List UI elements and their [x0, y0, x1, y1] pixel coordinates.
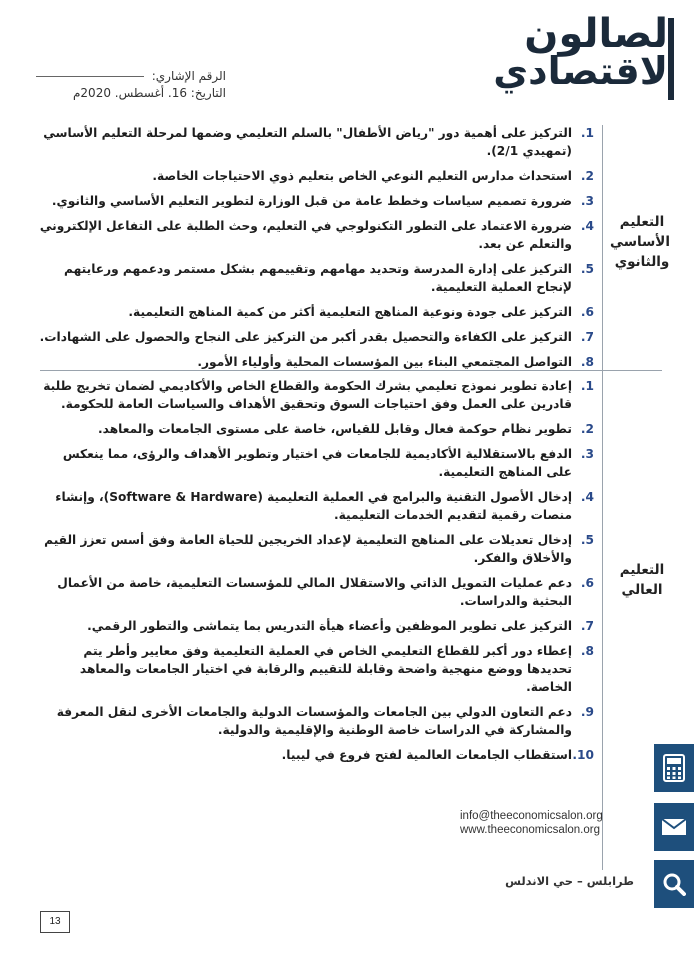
item-number: 7.: [580, 619, 594, 633]
item-number: 10.: [572, 748, 594, 762]
item-text: الدفع بالاستقلالية الأكاديمية للجامعات في اختيار وتطوير الأهداف والرؤى، مما ينعكس على المناهج التعليمية.: [62, 447, 572, 479]
envelope-icon: [661, 818, 687, 836]
website-link[interactable]: www.theeconomicsalon.org: [460, 824, 600, 836]
item-number: 8.: [580, 644, 594, 658]
item-text: إدخال تعديلات على المناهج التعليمية لإعداد الخريجين للحياة العامة وفق أسس تعزز القيم والأخلاق والفكر.: [44, 533, 572, 565]
item-number: 5.: [580, 262, 594, 276]
list-item: [39, 167, 594, 185]
item-text: التركيز على تطوير الموظفين وأعضاء هيأة التدريس بما يتماشى والتطور الرقمي.: [87, 619, 572, 633]
item-text: التواصل المجتمعي البناء بين المؤسسات المحلية وأولياء الأمور.: [197, 355, 572, 369]
search-icon-tab[interactable]: [654, 860, 694, 908]
item-number: 2.: [580, 422, 594, 436]
basic-education-list: [39, 124, 594, 378]
logo: [493, 11, 668, 93]
item-number: 3.: [580, 447, 594, 461]
reference-blank-line: [36, 76, 144, 77]
list-item: [39, 124, 594, 160]
item-number: 5.: [580, 533, 594, 547]
page-number: 13: [40, 911, 70, 933]
reference-row: [26, 68, 226, 85]
list-item: [39, 353, 594, 371]
item-number: 1.: [580, 126, 594, 140]
calculator-icon: [663, 754, 685, 782]
date-label: التاريخ:: [190, 86, 226, 100]
list-item: [39, 328, 594, 346]
item-text: التركيز على الكفاءة والتحصيل بقدر أكبر من التركيز على النجاح والحصول على الشهادات.: [39, 330, 572, 344]
item-number: 1.: [580, 379, 594, 393]
contact-block: [460, 809, 640, 837]
item-text: التركيز على إدارة المدرسة وتحديد مهامهم وتقييمهم بشكل مستمر ودعمهم ورعايتهم لإنجاح العملية التعليمية.: [64, 262, 572, 294]
item-number: 4.: [580, 490, 594, 504]
calculator-icon-tab[interactable]: [654, 744, 694, 792]
address: طرابلس – حي الاندلس: [505, 874, 634, 888]
item-text: إعادة تطوير نموذج تعليمي بشرك الحكومة والقطاع الخاص والأكاديمي لضمان تخريج طلبة قادرين على العمل وفق احتياجات السوق وتحقيق الأهداف والسياسات العامة للحكومة.: [43, 379, 572, 411]
list-item: [39, 217, 594, 253]
item-text: تطوير نظام حوكمة فعال وقابل للقياس، خاصة على مستوى الجامعات والمعاهد.: [98, 422, 572, 436]
list-item: [39, 420, 594, 438]
item-text: التركيز على جودة ونوعية المناهج التعليمية أكثر من كمية المناهج التعليمية.: [128, 305, 572, 319]
item-text: التركيز على أهمية دور "رياض الأطفال" بالسلم التعليمي وضمها لمرحلة التعليم الأساسي (تمهيدي 2/1).: [43, 126, 572, 158]
search-icon: [662, 872, 686, 896]
date-value: 16. أغسطس. 2020م: [72, 86, 187, 100]
list-item: [39, 531, 594, 567]
item-number: 6.: [580, 305, 594, 319]
item-text: ضرورة الاعتماد على التطور التكنولوجي في التعليم، وحث الطلبة على التفاعل الإلكتروني والتعلم عن بعد.: [39, 219, 572, 251]
item-text: دعم عمليات التمويل الذاتي والاستقلال المالي للمؤسسات التعليمية، خاصة من الأعمال البحثية والدراسات.: [57, 576, 572, 608]
item-text: استحداث مدارس التعليم النوعي الخاص بتعليم ذوي الاحتياجات الخاصة.: [152, 169, 572, 183]
reference-label: الرقم الإشاري:: [151, 69, 226, 83]
item-text: دعم التعاون الدولي بين الجامعات والمؤسسات الدولية والجامعات الأخرى لنقل المعرفة والمشاركة في الدراسات خاصة الوطنية والإقليمية والدولية.: [56, 705, 572, 737]
list-item: [39, 703, 594, 739]
list-item: [39, 192, 594, 210]
logo-line1: لصالون: [524, 11, 668, 57]
item-number: 3.: [580, 194, 594, 208]
higher-education-list: [39, 377, 594, 771]
list-item: [39, 746, 594, 764]
logo-line2: لاقتصادي: [493, 49, 668, 93]
list-item: [39, 617, 594, 635]
column-divider: [602, 125, 603, 870]
item-text: ضرورة تصميم سياسات وخطط عامة من قبل الوزارة لتطوير التعليم الأساسي والثانوي.: [51, 194, 572, 208]
section-label-basic: التعليم الأساسي والثانوي: [610, 214, 670, 270]
list-item: [39, 488, 594, 524]
list-item: [39, 642, 594, 696]
list-item: [39, 574, 594, 610]
item-number: 6.: [580, 576, 594, 590]
item-number: 4.: [580, 219, 594, 233]
item-text: استقطاب الجامعات العالمية لفتح فروع في ليبيا.: [281, 748, 572, 762]
section-label-higher: التعليم العالي: [619, 562, 665, 598]
item-text: إعطاء دور أكبر للقطاع التعليمي الخاص في العملية التعليمية وفق معايير وأطر يتم تحديدها ووضع منهجية واضحة وقابلة للتقييم والرقابة في اختيار الجامعات والمعاهد الخاصة.: [79, 644, 572, 694]
item-number: 2.: [580, 169, 594, 183]
email-link[interactable]: info@theeconomicsalon.org: [460, 810, 603, 822]
date-row: [26, 85, 226, 102]
list-item: [39, 303, 594, 321]
item-number: 7.: [580, 330, 594, 344]
envelope-icon-tab[interactable]: [654, 803, 694, 851]
item-number: 9.: [580, 705, 594, 719]
item-text: إدخال الأصول التقنية والبرامج في العملية التعليمية (Software & Hardware)، وإنشاء منصات رقمية لتقديم الخدمات التعليمية.: [55, 490, 572, 522]
logo-bar: [668, 18, 674, 100]
list-item: [39, 445, 594, 481]
reference-block: [26, 68, 226, 102]
list-item: [39, 377, 594, 413]
list-item: [39, 260, 594, 296]
item-number: 8.: [580, 355, 594, 369]
